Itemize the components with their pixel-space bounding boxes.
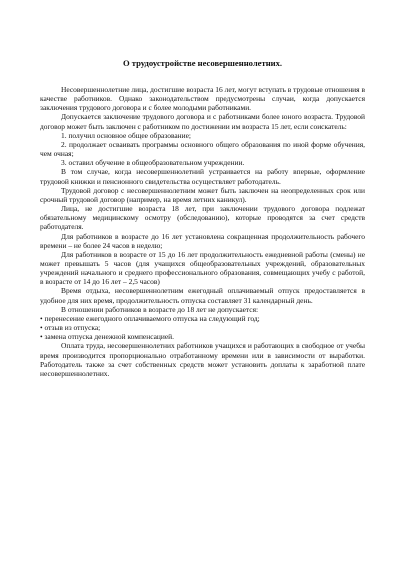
list-item: 1. получил основное общее образование; [61,130,191,140]
paragraph: Для работников в возрасте до 16 лет установлена сокращенная продолжительность рабочего времени – не более 24 часов в неделю; [40,231,365,250]
document-title: О трудоустройстве несовершеннолетних. [122,58,283,68]
paragraph: Для работников в возрасте от 15 до 16 лет продолжительность ежедневной работы (смены) не может превышать 5 часов (для учащихся общеобразовательных учреждений, образовательных учреждений начального и среднего профессионального образования, совмещающих учебу с работой, в возрасте от 14 до 16 лет – 2,5 часов) [40,249,365,287]
paragraph: В отношении работников в возрасте до 18 лет не допускается: [61,304,259,314]
list-item: 3. оставил обучение в общеобразовательном учреждении. [61,158,245,168]
paragraph: Оплата труда, несовершеннолетних работников учащихся и работающих в свободное от учебы время производится пропорционально отработанному времени или в зависимости от выработки. Работодатель также за счет собственных средств может установить доплаты к заработной плате несовершеннолетних. [40,341,365,378]
paragraph: Лица, не достигшие возраста 18 лет, при заключении трудового договора подлежат обязательному медицинскому осмотру (обследованию), которые проводятся за счет средств работодателя. [40,204,365,232]
paragraph: Время отдыха, несовершеннолетним ежегодный оплачиваемый отпуск предоставляется в удобное для них время, продолжительность отпуска составляет 31 календарный день. [40,286,365,305]
list-item: 2. продолжает осваивать программы основного общего образования по иной форме обучения, чем очная; [40,139,365,159]
bullet-item: • замена отпуска денежной компенсацией. [40,332,175,342]
paragraph: В том случае, когда несовершеннолетний устраивается на работу впервые, оформление трудовой книжки и пенсионного свидетельства осуществляет работодатель. [40,167,365,186]
paragraph: Трудовой договор с несовершеннолетним может быть заключен на неопределенных срок или срочный трудовой договор (например, на время летних каникул). [40,185,365,204]
bullet-item: • отзыв из отпуска; [40,323,101,333]
paragraph: Несовершеннолетние лица, достигшие возраста 16 лет, могут вступать в трудовые отношения в качестве работников. Однако законодательством предусмотрены случаи, когда допускается заключения трудового договора и с более молодыми работниками. [40,85,365,113]
bullet-item: • перенесение ежегодного оплачиваемого отпуска на следующий год; [40,313,260,323]
paragraph: Допускается заключение трудового договора и с работниками более юного возраста. Трудовой договор может быть заключен с работником по достижении им возраста 15 лет, если соискатель: [40,112,365,131]
